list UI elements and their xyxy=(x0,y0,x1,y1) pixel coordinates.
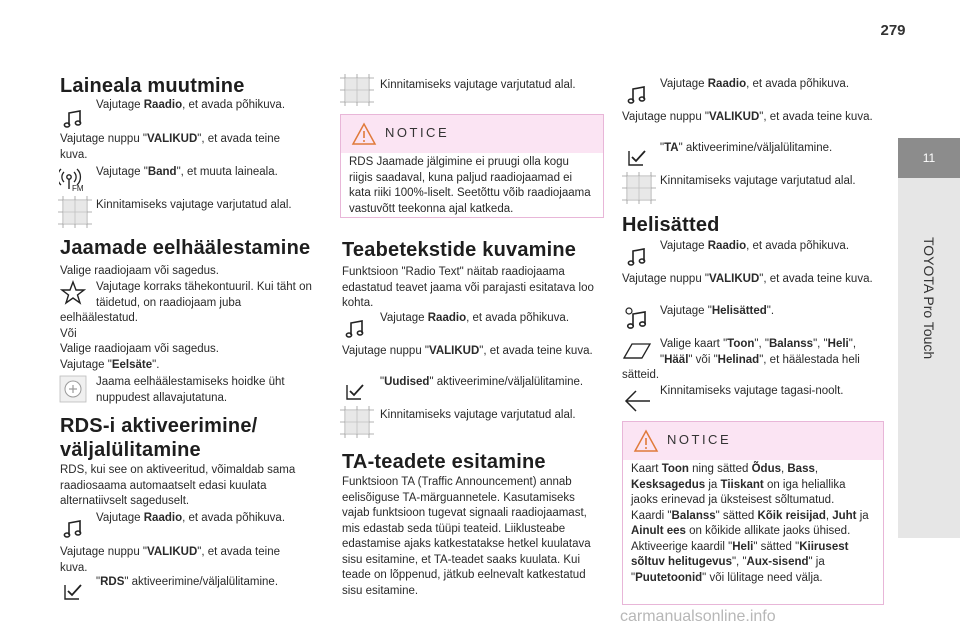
paragraph: Vajutage nuppu "VALIKUD", et avada teine kuva. xyxy=(60,546,280,574)
step-text: Vajutage Raadio, et avada põhikuva. xyxy=(96,99,286,111)
section-title-ta: TA-teadete esitamine xyxy=(342,451,546,473)
step-text: Vajutage korraks tähekontuuril. Kui täht on täidetud, on raadiojaam juba xyxy=(96,281,312,309)
step-text: Kinnitamiseks vajutage tagasi-noolt. xyxy=(660,385,844,397)
paragraph: Funktsioon "Radio Text" näitab raadiojaama edastatud teavet jaama või parajasti esitatava loo kohta. xyxy=(342,266,594,309)
shaded-area-icon xyxy=(340,406,374,438)
paragraph: RDS, kui see on aktiveeritud, võimaldab sama raadiosaama automaatselt edasi kuulata alternatiivselt sageduselt. xyxy=(60,464,296,507)
music-note-icon xyxy=(340,314,370,344)
music-note-icon xyxy=(58,514,88,544)
back-arrow-icon xyxy=(622,386,652,416)
paragraph: Valige raadiojaam või sagedus. xyxy=(60,265,219,277)
chapter-number: 11 xyxy=(898,138,960,178)
section-title-rds-line2: väljalülitamine xyxy=(60,439,201,461)
music-note-icon xyxy=(58,104,88,134)
section-title-radiotext: Teabetekstide kuvamine xyxy=(342,239,577,261)
paragraph: Funktsioon TA (Traffic Announcement) annab eelisõiguse TA-märguannetele. Kasutamiseks vajab funktsioon tugevat signaali raadiojaamast, mis edastab seda tüüpi teateid. Liiklusteabe edastamise ajaks katkestatakse hetkel kuulatava sisu esitamine, et TA-teadet saaks kuulata. Kui teade on lõppenud, jätkub eelnevalt katkestatud sisu esitamine. xyxy=(342,476,591,597)
step-text: "TA" aktiveerimine/väljalülitamine. xyxy=(660,142,833,154)
preset-button-icon xyxy=(58,374,88,404)
music-note-icon xyxy=(622,80,652,110)
paragraph: Vajutage nuppu "VALIKUD", et avada teine kuva. xyxy=(622,111,873,123)
checkbox-icon xyxy=(340,376,370,406)
music-note-icon xyxy=(622,242,652,272)
section-title-band: Laineala muutmine xyxy=(60,75,245,97)
step-text: Jaama eelhäälestamiseks hoidke üht nuppudest allavajutatuna. xyxy=(96,376,285,404)
warning-triangle-icon xyxy=(631,426,661,456)
step-text: "RDS" aktiveerimine/väljalülitamine. xyxy=(96,576,279,588)
step-text: Kinnitamiseks vajutage varjutatud alal. xyxy=(660,175,856,187)
paragraph: Vajutage nuppu "VALIKUD", et avada teine kuva. xyxy=(622,273,873,285)
notice-title: NOTICE xyxy=(667,432,732,447)
step-text: Valige kaart "Toon", "Balanss", "Heli", "Hääl" või "Helinad", et häälestada heli xyxy=(660,338,860,366)
pencil-icon xyxy=(622,336,652,366)
step-text: Vajutage "Helisätted". xyxy=(660,305,775,317)
notice-header xyxy=(623,422,883,460)
paragraph: Vajutage nuppu "VALIKUD", et avada teine kuva. xyxy=(60,133,280,161)
section-title-sound: Helisätted xyxy=(622,214,720,236)
svg-text:FM: FM xyxy=(72,184,84,193)
radio-band-icon xyxy=(58,164,88,194)
step-text: Vajutage Raadio, et avada põhikuva. xyxy=(660,240,850,252)
section-title-presets: Jaamade eelhäälestamine xyxy=(60,237,311,259)
step-text: Vajutage Raadio, et avada põhikuva. xyxy=(96,512,286,524)
sound-settings-icon xyxy=(622,304,652,334)
shaded-area-icon xyxy=(622,172,656,204)
warning-triangle-icon xyxy=(349,119,379,149)
page-number: 279 xyxy=(880,22,906,39)
step-text: Vajutage "Band", et muuta laineala. xyxy=(96,166,278,178)
step-text: Kinnitamiseks vajutage varjutatud alal. xyxy=(380,409,576,421)
notice-box xyxy=(340,114,604,218)
paragraph: Vajutage nuppu "VALIKUD", et avada teine kuva. xyxy=(342,345,593,357)
star-outline-icon xyxy=(58,278,88,308)
shaded-area-icon xyxy=(58,196,92,228)
shaded-area-icon xyxy=(340,74,374,106)
chapter-title: TOYOTA Pro Touch xyxy=(921,237,937,360)
notice-body: Kaart Toon ning sätted Õdus, Bass, Kesksagedus ja Tiiskant on iga heliallika jaoks erinevad ja üksteisest sõltumatud. Kaardi "Balanss" sätted Kõik reisijad, Juht ja Ainult ees on kõikide allikate jaoks ühised. Aktiveerige kaardil "Heli" sätted "Kiirusest sõltuv helitugevus", "Aux-sisend" ja "Puutetoonid" või lülitage need välja. xyxy=(631,463,869,584)
notice-title: NOTICE xyxy=(385,125,450,140)
paragraph: sätteid. xyxy=(622,369,660,381)
step-text: Kinnitamiseks vajutage varjutatud alal. xyxy=(96,199,292,211)
checkbox-icon xyxy=(622,142,652,172)
paragraph: eelhäälestatud. Või Valige raadiojaam või sagedus. Vajutage "Eelsäte". xyxy=(60,312,219,371)
step-text: Vajutage Raadio, et avada põhikuva. xyxy=(380,312,570,324)
notice-header xyxy=(341,115,603,153)
step-text: Vajutage Raadio, et avada põhikuva. xyxy=(660,78,850,90)
notice-box xyxy=(622,421,884,605)
section-title-rds: RDS-i aktiveerimine/ xyxy=(60,415,258,437)
watermark: carmanualsonline.info xyxy=(620,608,776,625)
notice-body: RDS Jaamade jälgimine ei pruugi olla kogu riigis saadaval, kuna paljud raadiojaamad ei kata riiki 100%-liselt. Seetõttu võib raadiojaama vastuvõtt teekonna ajal katkeda. xyxy=(349,156,591,215)
checkbox-icon xyxy=(58,576,88,606)
step-text: "Uudised" aktiveerimine/väljalülitamine. xyxy=(380,376,584,388)
step-text: Kinnitamiseks vajutage varjutatud alal. xyxy=(380,79,576,91)
